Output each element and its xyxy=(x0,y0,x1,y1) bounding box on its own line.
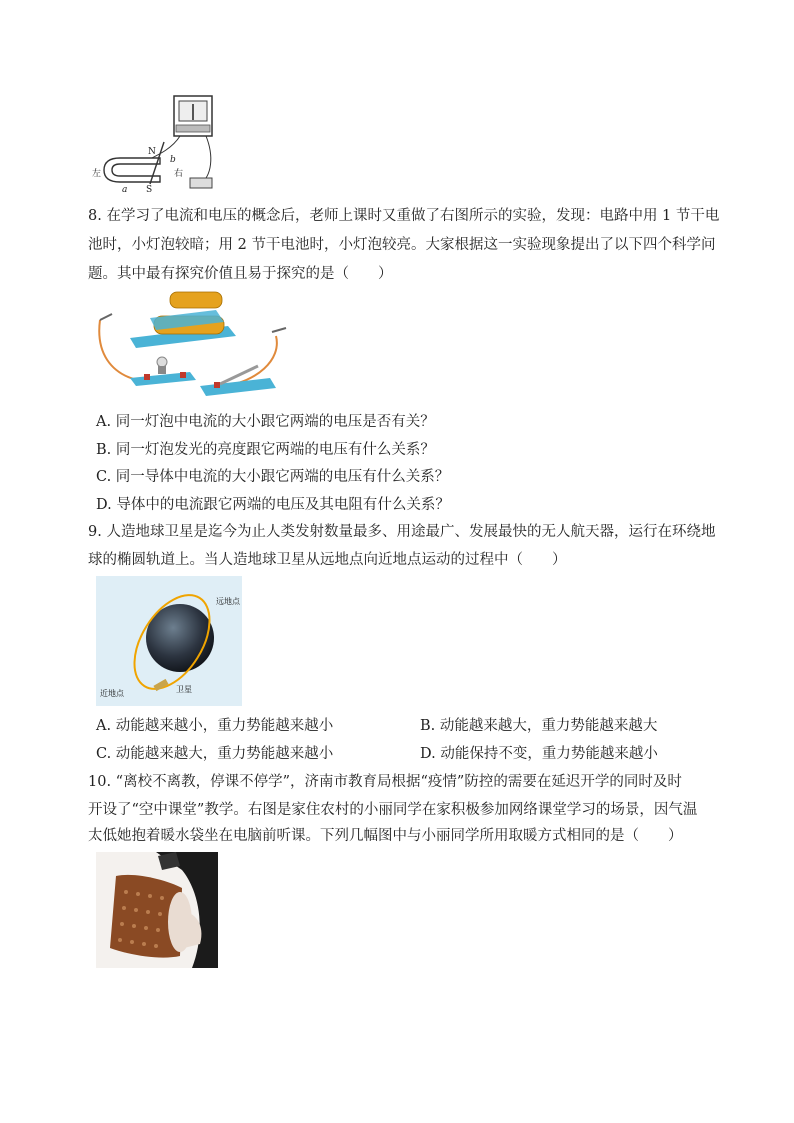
battery-circuit-figure xyxy=(96,290,296,402)
label-right: 右 xyxy=(174,169,184,179)
q8-option-c[interactable]: C. 同一导体中电流的大小跟它两端的电压有什么关系？ xyxy=(96,469,450,485)
q8-stem-line2: 池时，小灯泡较暗；用 2 节干电池时，小灯泡较亮。大家根据这一实验现象提出了以下四个科学问 xyxy=(88,237,716,253)
q8-option-b[interactable]: B. 同一灯泡发光的亮度跟它两端的电压有什么关系？ xyxy=(96,442,435,458)
q9-stem-line1: 9. 人造地球卫星是迄今为止人类发射数量最多、用途最广、发展最快的无人航天器，运行在环绕地 xyxy=(88,524,716,540)
q9-option-d[interactable]: D. 动能保持不变，重力势能越来越小 xyxy=(420,746,658,762)
label-far-point: 远地点 xyxy=(216,597,240,606)
label-a: a xyxy=(122,185,128,195)
q9-option-a[interactable]: A. 动能越来越小，重力势能越来越小 xyxy=(96,718,334,734)
label-left: 左 xyxy=(92,169,102,179)
label-b: b xyxy=(170,155,176,165)
q10-stem-line2: 开设了“空中课堂”教学。右图是家住农村的小丽同学在家积极参加网络课堂学习的场景，因气温 xyxy=(88,802,698,818)
hot-water-bag-photo xyxy=(96,852,218,968)
q10-stem-line1: 10. “离校不离教，停课不停学”，济南市教育局根据“疫情”防控的需要在延迟开学的同时及时 xyxy=(88,774,682,790)
q9-option-b[interactable]: B. 动能越来越大，重力势能越来越大 xyxy=(420,718,658,734)
q8-stem-line3: 题。其中最有探究价值且易于探究的是（ ） xyxy=(88,266,393,282)
satellite-orbit-figure xyxy=(96,576,242,706)
label-near-point: 近地点 xyxy=(100,689,124,698)
label-n: N xyxy=(148,147,156,157)
galvanometer-magnet-figure xyxy=(90,92,230,200)
label-satellite: 卫星 xyxy=(176,685,192,694)
q9-stem-line2: 球的椭圆轨道上。当人造地球卫星从远地点向近地点运动的过程中（ ） xyxy=(88,552,567,568)
q8-option-d[interactable]: D. 导体中的电流跟它两端的电压及其电阻有什么关系？ xyxy=(96,497,450,513)
q9-option-c[interactable]: C. 动能越来越大，重力势能越来越小 xyxy=(96,746,334,762)
label-s: S xyxy=(146,185,153,195)
q8-stem-line1: 8. 在学习了电流和电压的概念后，老师上课时又重做了右图所示的实验，发现：电路中用 1 节干电 xyxy=(88,208,720,224)
q8-option-a[interactable]: A. 同一灯泡中电流的大小跟它两端的电压是否有关？ xyxy=(96,414,435,430)
q10-stem-line3: 太低她抱着暖水袋坐在电脑前听课。下列几幅图中与小丽同学所用取暖方式相同的是（ ） xyxy=(88,828,683,844)
